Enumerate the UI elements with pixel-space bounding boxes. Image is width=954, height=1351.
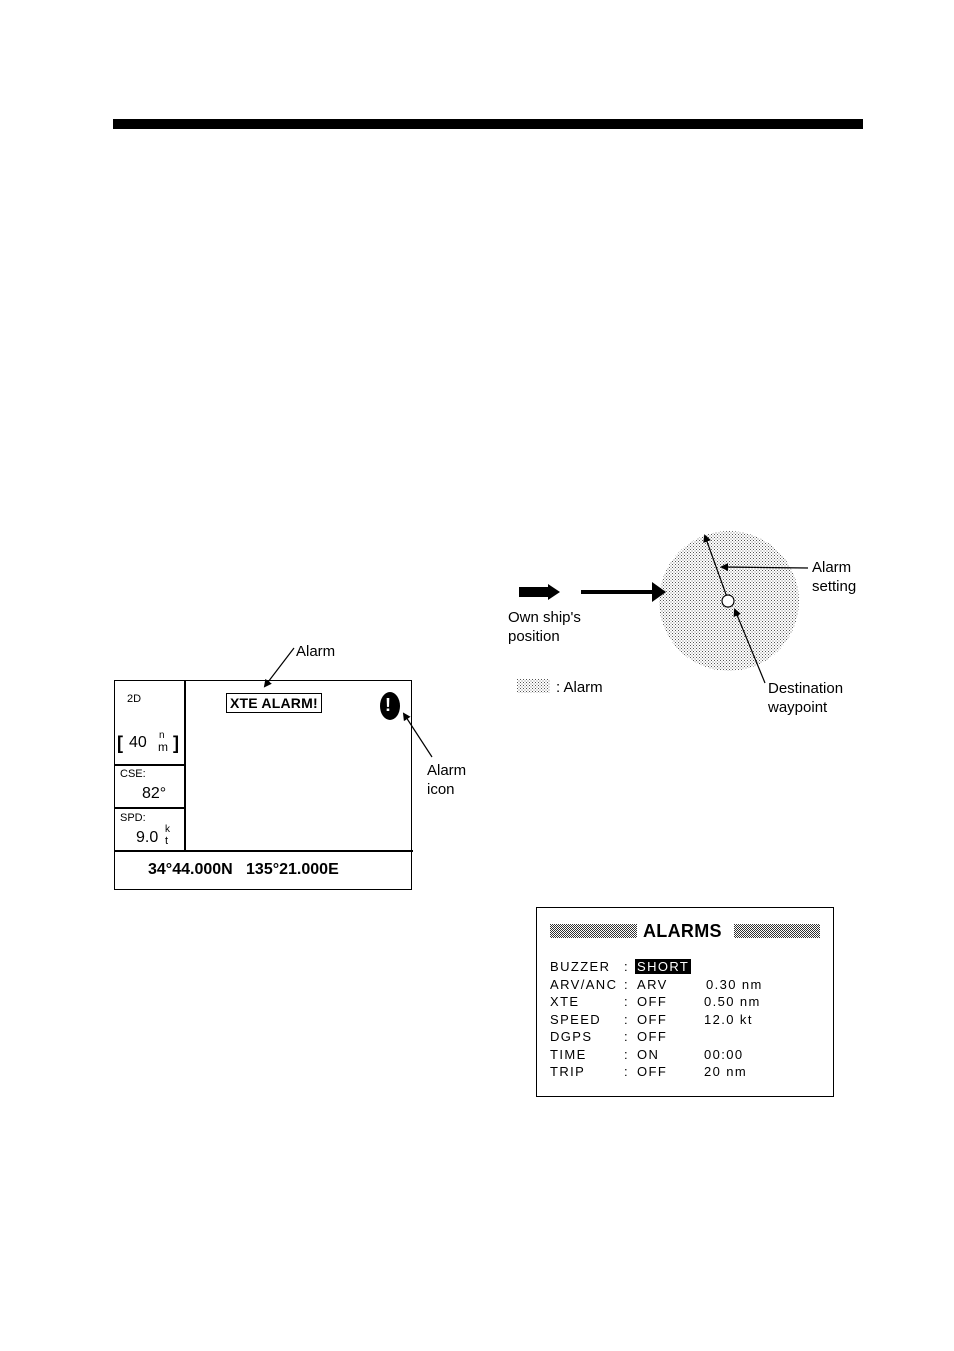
row-state: OFF [637,1029,668,1044]
cse-label: CSE: [120,768,146,780]
row-name: XTE [550,994,580,1009]
destination-label-line2: waypoint [768,699,828,716]
latitude: 34°44.000N [148,861,233,878]
row-sep: : [624,976,630,992]
row-value: 0.30 nm [706,976,763,992]
range-unit-top: n [159,730,165,741]
row-sep: : [624,1064,630,1079]
destination-label [768,679,843,717]
row-value: 12.0 kt [704,1011,753,1027]
row-name: SPEED [550,1011,602,1027]
cse-value: 82° [142,785,167,802]
row-name: TIME [550,1046,587,1062]
row-name: DGPS [550,1029,593,1044]
bracket-left: [ [117,733,123,753]
row-state: OFF [637,1064,668,1079]
row-state-selected[interactable]: SHORT [637,959,690,974]
row-name: TRIP [550,1064,586,1079]
row-value: 20 nm [704,1064,748,1079]
destination-waypoint-mark [722,595,734,607]
spd-label: SPD: [120,812,146,824]
alarms-menu [536,907,834,1097]
row-sep: : [624,1046,630,1062]
range-value: 40 [129,734,147,751]
alarm-setting-label-line1: Alarm [812,559,852,576]
alarm-setting-label-line2: setting [812,578,857,595]
range-unit-bottom: m [158,740,168,754]
spd-unit-bottom: t [165,835,169,847]
callout-alarm-icon-line1: Alarm [427,762,467,779]
row-name: BUZZER [550,959,611,974]
row-sep: : [624,1011,630,1027]
legend-swatch [517,679,550,693]
row-state: OFF [637,1011,668,1027]
own-ship-label-line1: Own ship's [508,609,581,626]
spd-unit-top: k [165,824,170,835]
row-state: ARV [637,976,668,992]
title-hatch-right [734,924,820,938]
callout-alarm: Alarm [296,643,336,660]
row-sep: : [624,1029,630,1044]
row-state: ON [637,1046,660,1062]
destination-label-line1: Destination [768,680,844,697]
row-sep: : [624,994,630,1009]
alarm-icon-glyph: ! [385,695,391,715]
own-ship-symbol [519,584,560,600]
spd-value: 9.0 [136,829,159,846]
row-value: 00:00 [704,1046,744,1062]
row-value: 0.50 nm [704,994,761,1009]
own-ship-label-line2: position [508,628,560,645]
row-name: ARV/ANC [550,976,618,992]
bracket-right: ] [173,733,179,753]
row-state: OFF [637,994,668,1009]
legend-label: : Alarm [556,679,603,696]
menu-title: ALARMS [643,921,722,941]
longitude: 135°21.000E [246,861,339,878]
alarm-setting-label [812,558,856,596]
row-sep: : [624,959,630,974]
title-hatch-left [550,924,637,938]
callout-alarm-icon-line2: icon [427,781,455,798]
xte-alarm-message: XTE ALARM! [226,693,322,713]
own-ship-label [508,608,581,646]
mode-indicator: 2D [127,693,142,705]
